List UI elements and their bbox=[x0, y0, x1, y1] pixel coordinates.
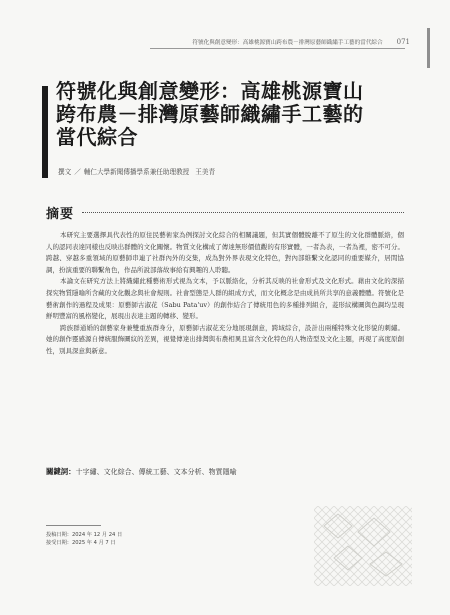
title-line-2: 跨布農－排灣原藝師織繡手工藝的 bbox=[56, 102, 364, 126]
page-number: 071 bbox=[396, 38, 410, 46]
footnote-rule bbox=[46, 525, 101, 526]
title-accent-bar bbox=[42, 86, 48, 178]
received-date: 投稿日期：2024 年 12 月 24 日 bbox=[46, 532, 123, 538]
title-line-1: 符號化與創意變形：高雄桃源寶山 bbox=[56, 79, 364, 103]
title-line-3: 當代綜合 bbox=[56, 125, 138, 149]
author-name: 王美青 bbox=[195, 168, 216, 176]
running-header bbox=[150, 38, 410, 46]
keywords-list: 十字繡、文化綜合、傳統工藝、文本分析、物質隱喻 bbox=[75, 468, 237, 476]
submission-dates bbox=[46, 531, 122, 547]
abstract-heading: 摘要 bbox=[46, 207, 75, 222]
author-affiliation: 輔仁大學新聞傳播學系兼任助理教授 bbox=[83, 168, 190, 176]
article-title bbox=[56, 80, 416, 149]
abstract-heading-dotted-rule bbox=[82, 212, 404, 213]
woven-pattern-icon bbox=[314, 506, 412, 586]
corner-mark bbox=[427, 28, 430, 68]
keywords bbox=[46, 466, 404, 477]
abstract-body bbox=[46, 230, 404, 358]
abstract-paragraph-3: 跨族群通婚的創藝家身兼雙重族群身分，原藝師古淑花充分地展現創意，跨域綜合，設計出兩種特殊文化形貌的刺繡。她的創作靈感源自傳統服飾圖紋的差異，視覺傳達出排灣與布農相異且富含文化特色的人物造型及文化主題，再現了高度原創性，別具深意與新意。 bbox=[46, 323, 404, 355]
accepted-date: 接受日期：2025 年 4 月 7 日 bbox=[46, 540, 116, 546]
running-title: 符號化與創意變形：高雄桃源寶山跨布農－排灣原藝師織繡手工藝的當代綜合 bbox=[192, 40, 383, 46]
byline-prefix: 撰文 bbox=[58, 168, 72, 176]
abstract-paragraph-1: 本研究主要選擇具代表性的原住民藝術家為例探討文化綜合的相關議題，但其實個體脫離不了原生的文化群體脈絡，個人的認同表達同樣也反映出群體的文化關懷。物質文化構成了傳達無形價值觀的有形實體，一者為表，一者為裡，密不可分。跨越、穿越多重領域的原藝師串連了社群內外的交集，成為對外界表現文化特色，對內部維繫文化認同的重要媒介，居間協調，扮演重要的聯繫角色，作品所說部落故事給有興趣的人聆聽。 bbox=[46, 231, 404, 274]
header-rule bbox=[150, 48, 405, 49]
keywords-label: 關鍵詞： bbox=[46, 467, 76, 476]
byline-separator: ／ bbox=[74, 168, 81, 176]
abstract-paragraph-2: 本論文在研究方法上將織繡此種藝術形式視為文本，予以脈絡化，分析其反映的社會形式及文化形式。藉由文化的深描探究物質隱喻所含藏的文化觀念與社會規則。社會型態是人群的組成方式，而文化概念是由成員所共享的意義體體。符號化是藝術創作的過程及成果：原藝師古淑花（Sabu Pata'uv）的創作結合了傳統用色的多種排列組合，菱形紋構圖與色調均呈現鮮明豐富的風格變化，展現出表達主題的轉移、變形。 bbox=[46, 277, 404, 321]
byline bbox=[58, 166, 215, 176]
